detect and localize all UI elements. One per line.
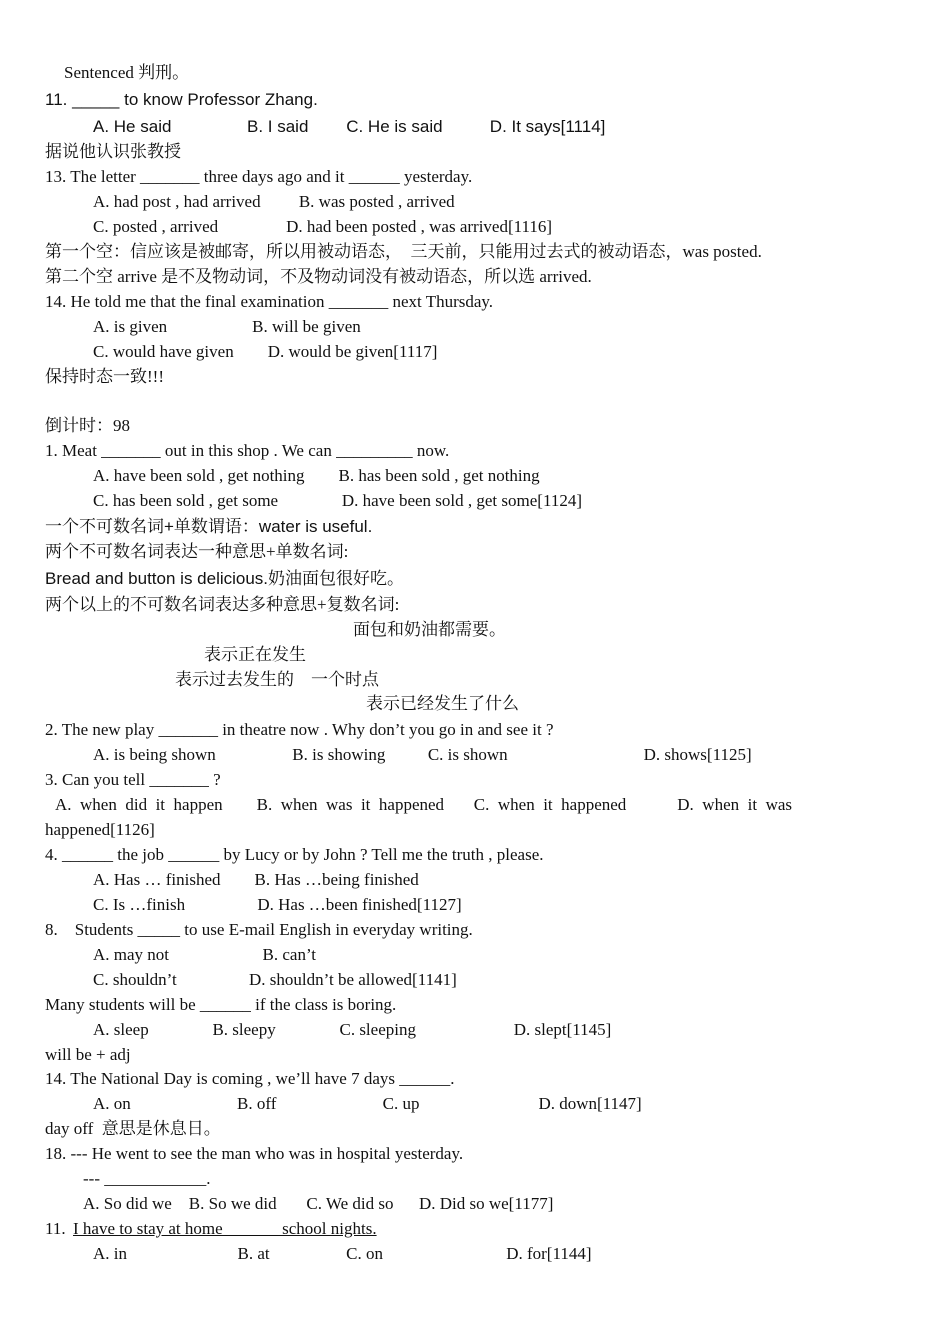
note-sentenced: Sentenced 判刑。 xyxy=(64,63,190,82)
question-14b-options: A. on B. off C. up D. down[1147] xyxy=(93,1094,642,1113)
question-8-stem: 8. Students _____ to use E-mail English in everyday writing. xyxy=(45,920,473,939)
question-11b-stem: I have to stay at home ______ school nights. xyxy=(73,1219,377,1238)
note-tense-progressive: 表示正在发生 xyxy=(204,645,306,664)
question-3-stem: 3. Can you tell _______ ? xyxy=(45,770,221,789)
note-14b: day off 意思是休息日。 xyxy=(45,1119,221,1138)
question-14-options-cd: C. would have given D. would be given[1117] xyxy=(93,342,438,361)
question-8-options-ab: A. may not B. can’t xyxy=(93,945,317,964)
question-1-stem: 1. Meat _______ out in this shop . We can _________ now. xyxy=(45,441,450,460)
question-4-options-ab: A. Has … finished B. Has …being finished xyxy=(93,870,419,889)
question-2-options: A. is being shown B. is showing C. is shown D. shows[1125] xyxy=(93,745,752,764)
question-1-options-cd: C. has been sold , get some D. have been sold , get some[1124] xyxy=(93,491,582,510)
question-14b-stem: 14. The National Day is coming , we’ll have 7 days ______. xyxy=(45,1069,455,1088)
question-11-options: A. He said B. I said C. He is said D. It says[1114] xyxy=(93,117,606,136)
note-1-example-2: 面包和奶油都需要。 xyxy=(353,620,506,639)
note-11: 据说他认识张教授 xyxy=(45,142,181,161)
question-2-stem: 2. The new play _______ in theatre now . Why don’t you go in and see it ? xyxy=(45,720,554,739)
question-11-stem: 11. _____ to know Professor Zhang. xyxy=(45,90,318,109)
question-3-options: A. when did it happen B. when was it happened C. when it happened D. when it was xyxy=(55,795,793,814)
question-13-options-ab: A. had post , had arrived B. was posted , arrived xyxy=(93,192,455,211)
question-11b-number: 11. xyxy=(45,1219,66,1238)
question-14-options-ab: A. is given B. will be given xyxy=(93,317,361,336)
question-4-stem: 4. ______ the job ______ by Lucy or by John ? Tell me the truth , please. xyxy=(45,845,544,864)
note-13-first: 第一个空：信应该是被邮寄，所以用被动语态， 三天前，只能用过去式的被动语态，was posted. xyxy=(45,242,762,261)
question-13-stem: 13. The letter _______ three days ago and it ______ yesterday. xyxy=(45,167,473,186)
note-1-rule-3: 两个以上的不可数名词表达多种意思+复数名词: xyxy=(45,595,400,614)
countdown-heading: 倒计时：98 xyxy=(45,416,130,435)
note-1-rule-1: 一个不可数名词+单数谓语：water is useful. xyxy=(45,517,373,536)
question-3-options-cont: happened[1126] xyxy=(45,820,155,839)
note-14: 保持时态一致!!! xyxy=(45,367,164,386)
note-1-example: Bread and button is delicious.奶油面包很好吃。 xyxy=(45,569,405,588)
note-tense-past: 表示过去发生的 一个时点 xyxy=(175,670,379,689)
question-14-stem: 14. He told me that the final examination _______ next Thursday. xyxy=(45,292,494,311)
question-18-blank: --- ____________. xyxy=(83,1169,211,1188)
question-13-options-cd: C. posted , arrived D. had been posted , was arrived[1116] xyxy=(93,217,553,236)
question-sleepy-stem: Many students will be ______ if the class is boring. xyxy=(45,995,397,1014)
question-18-options: A. So did we B. So we did C. We did so D. Did so we[1177] xyxy=(83,1194,554,1213)
note-tense-perfect: 表示已经发生了什么 xyxy=(366,694,519,713)
question-sleepy-options: A. sleep B. sleepy C. sleeping D. slept[1145] xyxy=(93,1020,612,1039)
question-11b-options: A. in B. at C. on D. for[1144] xyxy=(93,1244,592,1263)
question-18-stem: 18. --- He went to see the man who was in hospital yesterday. xyxy=(45,1144,464,1163)
note-13-second: 第二个空 arrive 是不及物动词，不及物动词没有被动语态，所以选 arrived. xyxy=(45,267,592,286)
question-4-options-cd: C. Is …finish D. Has …been finished[1127] xyxy=(93,895,462,914)
note-sleepy: will be + adj xyxy=(45,1045,131,1064)
question-1-options-ab: A. have been sold , get nothing B. has been sold , get nothing xyxy=(93,466,540,485)
question-8-options-cd: C. shouldn’t D. shouldn’t be allowed[1141] xyxy=(93,970,457,989)
note-1-rule-2: 两个不可数名词表达一种意思+单数名词: xyxy=(45,542,349,561)
